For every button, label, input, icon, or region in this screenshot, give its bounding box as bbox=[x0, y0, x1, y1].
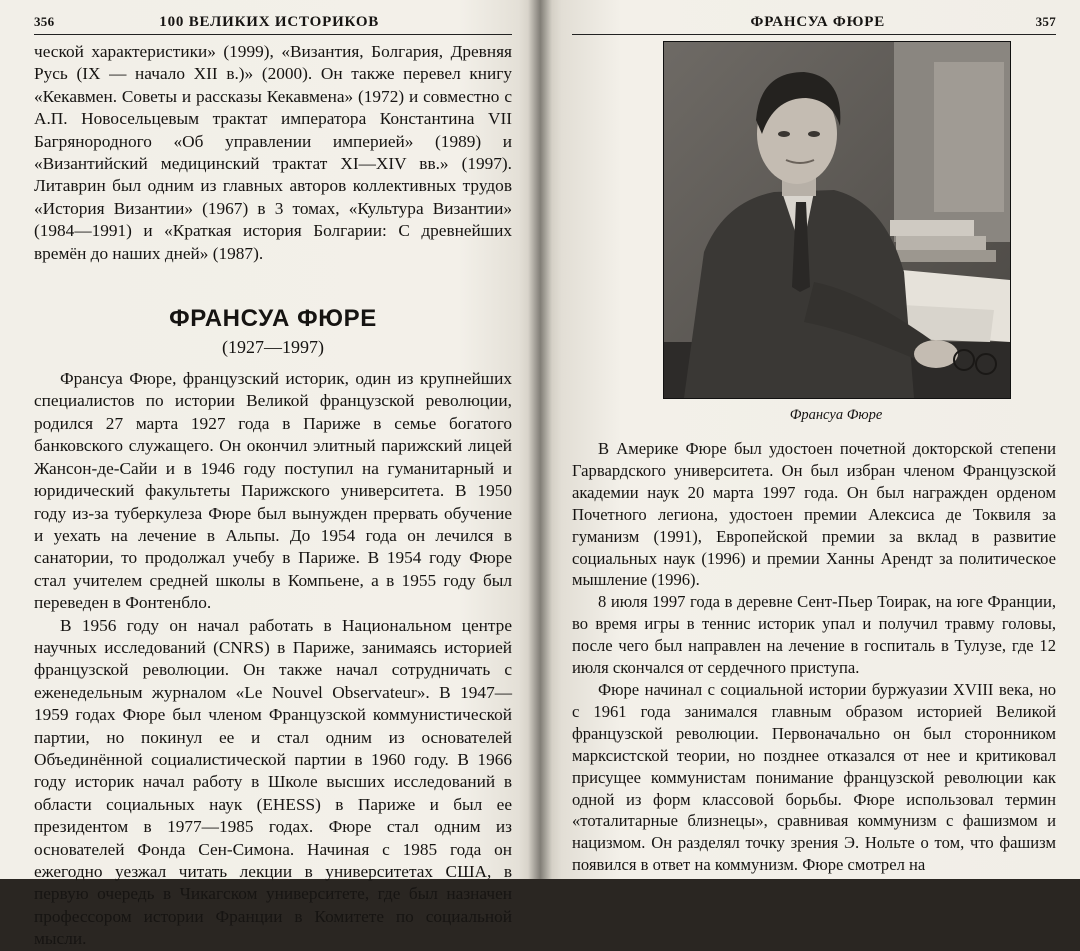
paragraph: В Америке Фюре был удостоен почетной докторской степени Гарвардского университета. Он был избран членом Французской академии наук 20 марта 1997 года. Он был награжден орденом Почетного легиона, удостоен премии Алексиса де Токвиля за гуманизм (1991), Европейской премии за вклад в развитие социальных наук (1996) и премии Ханны Арендт за политическое мышление (1996). bbox=[572, 439, 1056, 590]
running-title-left: 100 ВЕЛИКИХ ИСТОРИКОВ bbox=[159, 14, 380, 30]
lead-paragraph: ческой характеристики» (1999), «Византия, Болгария, Древняя Русь (IX — начало XII в.)» (2000). Он также перевел книгу «Кекавмен. Советы и рассказы Кекавмена» (1972) и совместно с А.П. Новосельцевым трактат императора Константина VII Багрянородного «Об управлении империей» (1989) и «Византийский медицинский трактат XI—XIV вв.» (1997). Литаврин был одним из главных авторов коллективных трудов «История Византии» (1967) в 3 томах, «Культура Византии» (1984—1991) и «Краткая история Болгарии: С древнейших времён до наших дней» (1987). bbox=[34, 42, 512, 263]
photo-caption: Франсуа Фюре bbox=[789, 407, 883, 423]
portrait-illustration bbox=[664, 42, 1010, 398]
page-number-left: 356 bbox=[34, 14, 55, 29]
portrait-figure bbox=[663, 41, 1009, 424]
paragraph: В 1956 году он начал работать в Национальном центре научных исследований (CNRS) в Париже, занимаясь историей французской революции. Он также начал сотрудничать с еженедельным журналом «Le Nouvel Observateur». В 1947—1959 годах Фюре был членом Французской коммунистической партии, но покинул ее и стал одним из основателей Объединённой социалистической партии в 1960 году. В 1966 году историк начал работу в Школе высших исследований в области социальных наук (EHESS) в Париже и был ее президентом в 1977—1985 годах. Фюре стал одним из основателей Фонда Сен-Симона. Начиная с 1985 года он ежегодно уезжал читать лекции в университетах США, в первую очередь в Чикагском университете, где был назначен профессором истории Франции в Комитете по социальной мысли. bbox=[34, 615, 512, 949]
portrait-photo bbox=[663, 41, 1011, 399]
left-page-text bbox=[34, 41, 512, 951]
section-years: (1927—1997) bbox=[222, 337, 324, 358]
running-title-right: ФРАНСУА ФЮРЕ bbox=[750, 14, 886, 30]
paragraph: 8 июля 1997 года в деревне Сент-Пьер Тоирак, на юге Франции, во время игры в теннис историк упал и получил травму головы, после чего был направлен на лечение в госпиталь в Тулузе, где 12 июля скончался от сердечного приступа. bbox=[572, 592, 1056, 678]
running-head-right bbox=[572, 14, 1056, 35]
page-number-right: 357 bbox=[1035, 14, 1056, 29]
section-heading: ФРАНСУА ФЮРЕ bbox=[169, 305, 377, 333]
right-page bbox=[540, 0, 1080, 879]
right-page-text bbox=[572, 438, 1056, 876]
left-page bbox=[0, 0, 540, 949]
book-gutter bbox=[528, 0, 552, 879]
paragraph: Фюре начинал с социальной истории буржуазии XVIII века, но с 1961 года занимался главным образом историей Великой французской революции. Первоначально он был сторонником марксистской теории, но позднее отказался от нее и критиковал присущее коммунистам понимание французской революции как одной из форм классовой борьбы. Фюре использовал термин «тоталитарные близнецы», сравнивая коммунизм с фашизмом и нацизмом. Он разделял точку зрения Э. Нольте о том, что фашизм появился в ответ на коммунизм. Фюре смотрел на bbox=[572, 679, 1056, 875]
running-head-left bbox=[34, 14, 512, 35]
paragraph: Франсуа Фюре, французский историк, один из крупнейших специалистов по истории Великой французской революции, родился 27 марта 1927 года в Париже в семье богатого банковского служащего. Он окончил элитный парижский лицей Жансон-де-Сайи и в 1946 году поступил на гуманитарный и юридический факультеты Парижского университета. В 1950 году из-за туберкулеза Фюре был вынужден прервать обучение и уехать на лечение в Альпы. До 1954 года он лечился в санатории, то продолжал учебу в Париже. В 1954 году Фюре стал учителем средней школы в Компьене, а в 1955 году был переведен в Фонтенбло. bbox=[34, 369, 512, 613]
